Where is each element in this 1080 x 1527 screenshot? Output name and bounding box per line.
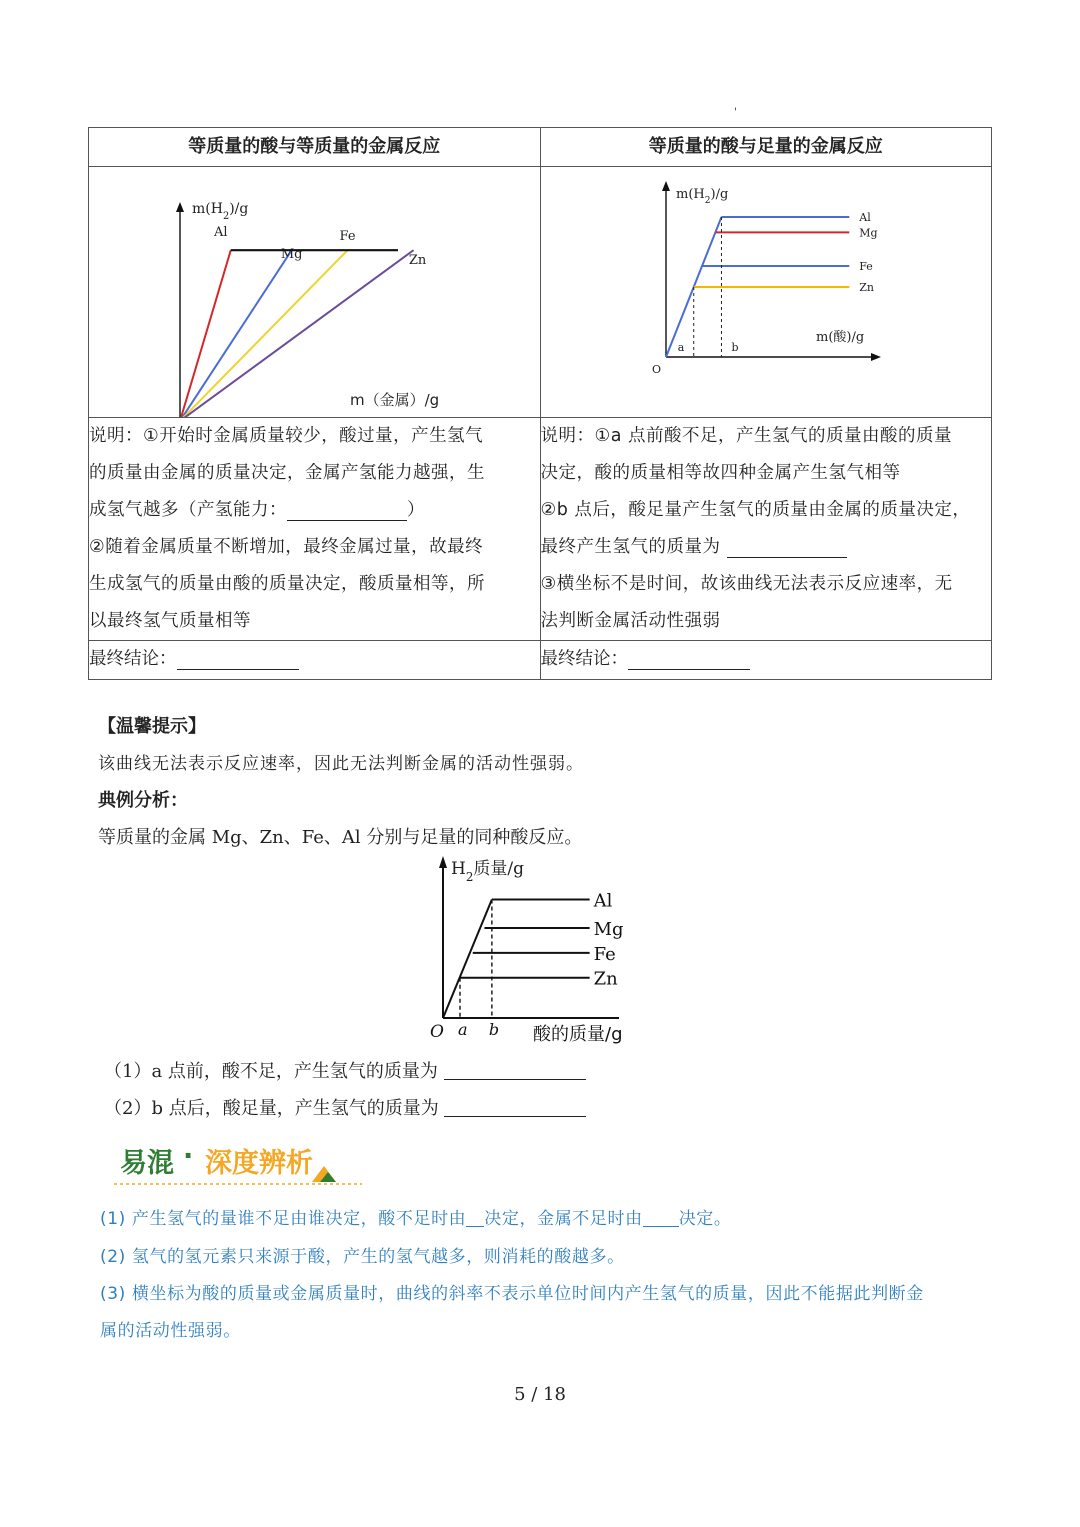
- left-desc-line5: 生成氢气的质量由酸的质量决定，酸质量相等，所: [89, 574, 485, 594]
- question-1-text: （1）a 点前，酸不足，产生氢气的质量为: [104, 1061, 438, 1082]
- fill-blank[interactable]: [444, 1065, 586, 1080]
- series-label-al: Al: [213, 225, 228, 241]
- note-2: (2) 氢气的氢元素只来源于酸，产生的氢气越多，则消耗的酸越多。: [100, 1247, 625, 1267]
- tick-b: b: [488, 1020, 500, 1039]
- series-label-mg: Mg: [280, 247, 303, 263]
- fill-blank[interactable]: [628, 649, 750, 670]
- x-axis-arrow: [871, 353, 881, 361]
- left-conclusion: [89, 641, 541, 680]
- left-header: 等质量的酸与等质量的金属反应: [89, 128, 541, 167]
- x-axis-label: 酸的质量/g: [533, 1024, 623, 1045]
- note-1-c: 决定。: [678, 1209, 732, 1229]
- series-label-mg: Mg: [593, 918, 624, 940]
- note-1-a: (1) 产生氢气的量谁不足由谁决定，酸不足时由: [100, 1209, 467, 1229]
- origin-label: O: [430, 1022, 444, 1042]
- right-desc-line1: 说明：①a 点前酸不足，产生氢气的质量由酸的质量: [540, 426, 952, 446]
- right-desc-line5: ③横坐标不是时间，故该曲线无法表示反应速率，无: [540, 574, 953, 594]
- fill-blank[interactable]: [444, 1102, 586, 1117]
- left-desc-line4: ②随着金属质量不断增加，最终金属过量，故最终: [89, 537, 484, 557]
- series-label-zn: Zn: [593, 968, 618, 990]
- right-header: 等质量的酸与足量的金属反应: [540, 128, 992, 167]
- note-3-continued: 属的活动性强弱。: [100, 1321, 241, 1341]
- left-desc-line3-b: ）: [407, 500, 425, 520]
- y-axis-arrow: [176, 202, 184, 212]
- series-label-fe: Fe: [858, 260, 873, 273]
- right-desc-line2: 决定，酸的质量相等故四种金属产生氢气相等: [540, 463, 901, 483]
- right-desc-line3: ②b 点后，酸足量产生氢气的质量由金属的质量决定，: [540, 500, 971, 520]
- left-desc-line1: 说明：①开始时金属质量较少，酸过量，产生氢气: [89, 426, 484, 446]
- right-conclusion: [540, 641, 992, 680]
- note-3: (3) 横坐标为酸的质量或金属质量时，曲线的斜率不表示单位时间内产生氢气的质量，因此不能据此判断金: [100, 1284, 924, 1304]
- y-axis-label: $H_2$质量/g: [451, 859, 525, 884]
- page-number: 5 / 18: [514, 1384, 566, 1405]
- chart-example: [420, 852, 670, 1048]
- note-1-b: 决定，金属不足时由: [484, 1209, 643, 1229]
- chart-equal-metal: [89, 167, 535, 417]
- banner-title-part2: 深度辨析: [205, 1148, 313, 1179]
- tick-b: b: [730, 341, 739, 354]
- series-line-mg: [180, 250, 292, 417]
- tick-a: a: [677, 341, 684, 354]
- y-axis-label: $m(H_2)/g$: [675, 187, 728, 206]
- note-1: [100, 1204, 732, 1229]
- left-desc-line2: 的质量由金属的质量决定，金属产氢能力越强，生: [89, 463, 485, 483]
- y-axis-arrow: [439, 856, 447, 868]
- left-chart-cell: [89, 167, 541, 418]
- series-label-fe: Fe: [339, 229, 356, 245]
- left-conclusion-label: 最终结论：: [89, 649, 177, 669]
- stray-mark: ': [734, 107, 737, 118]
- fill-blank[interactable]: [727, 537, 847, 558]
- series-label-al: Al: [593, 890, 613, 912]
- example-text: 等质量的金属 Mg、Zn、Fe、Al 分别与足量的同种酸反应。: [98, 827, 583, 848]
- series-label-mg: Mg: [858, 226, 878, 240]
- series-label-zn: Zn: [858, 281, 874, 294]
- tip-text: 该曲线无法表示反应速率，因此无法判断金属的活动性强弱。: [98, 754, 584, 774]
- series-label-fe: Fe: [593, 943, 616, 965]
- comparison-table: [88, 127, 992, 680]
- series-line-al: [180, 250, 231, 417]
- left-description: [89, 418, 541, 641]
- right-desc-line6: 法判断金属活动性强弱: [540, 611, 721, 631]
- left-desc-line6: 以最终氢气质量相等: [89, 611, 251, 631]
- tip-title: 【温馨提示】: [98, 716, 206, 737]
- right-conclusion-label: 最终结论：: [540, 649, 628, 669]
- x-axis-label: m（金属）/g: [350, 391, 440, 409]
- right-description: [540, 418, 992, 641]
- fill-blank[interactable]: [466, 1212, 484, 1227]
- right-desc-line4: [541, 529, 992, 566]
- rise-line: [443, 900, 492, 1018]
- example-title: 典例分析：: [98, 790, 188, 811]
- question-2: [104, 1094, 586, 1120]
- fill-blank[interactable]: [287, 500, 407, 521]
- series-label-zn: Zn: [408, 253, 427, 269]
- right-desc-line4-text: 最终产生氢气的质量为: [540, 537, 721, 557]
- question-2-text: （2）b 点后，酸足量，产生氢气的质量为: [104, 1098, 439, 1119]
- right-chart-cell: [540, 167, 992, 418]
- left-desc-line3-a: 成氢气越多（产氢能力：: [89, 500, 287, 520]
- series-label-al: Al: [858, 211, 871, 224]
- tick-a: a: [458, 1020, 468, 1039]
- left-desc-line3: [89, 492, 540, 529]
- question-1: [104, 1057, 586, 1083]
- y-axis-arrow: [662, 181, 670, 191]
- fill-blank[interactable]: [177, 649, 299, 670]
- x-axis-label: m(酸)/g: [815, 330, 864, 345]
- banner-dot: ·: [183, 1141, 194, 1172]
- y-axis-label: $m(H_2)/g$: [192, 201, 249, 222]
- chart-excess-metal: [541, 167, 997, 417]
- origin-label: O: [651, 363, 661, 376]
- banner-title-part1: 易混: [120, 1148, 174, 1179]
- fill-blank[interactable]: [643, 1212, 679, 1227]
